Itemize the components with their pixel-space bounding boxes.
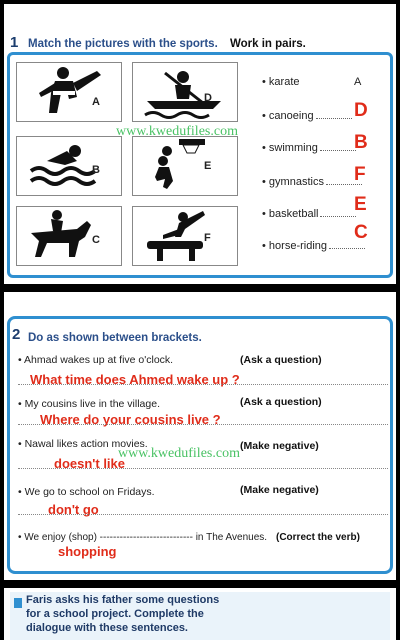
exercise-3-panel [4,588,396,640]
sport-item: • basketball [262,208,356,220]
sport-answer: F [354,164,366,185]
sport-item: • horse-riding [262,240,365,252]
hint: (Ask a question) [240,396,322,408]
picture-d [132,62,238,122]
answer: Where do your cousins live ? [40,412,221,427]
swimming-icon [17,137,121,195]
exercise-number: 2 [12,326,21,343]
exercise-number: 1 [10,34,19,51]
sport-name: gymnastics [268,176,324,188]
sport-name: horse-riding [268,240,328,252]
instruction-line: dialogue with these sentences. [26,622,188,634]
watermark: www.kwedufiles.com [116,124,238,139]
answer: shopping [58,544,117,559]
picture-b [16,136,122,196]
picture-label: E [204,160,212,172]
hint: (Ask a question) [240,354,322,366]
watermark: www.kwedufiles.com [118,446,240,461]
horse-riding-icon [17,207,121,265]
sport-name: swimming [268,142,318,154]
canoeing-icon [133,63,237,121]
answer: don't go [48,502,99,517]
sport-answer: B [354,132,368,153]
sport-name: basketball [268,208,319,220]
sentence: • My cousins live in the village. [18,398,160,410]
answer-line [18,468,388,469]
picture-a [16,62,122,122]
answer: What time does Ahmed wake up ? [30,372,240,387]
picture-label: B [92,164,100,176]
picture-label: C [92,234,100,246]
exercise-heading: Do as shown between brackets. [28,332,202,344]
answer-line [18,424,388,425]
exercise-subheading: Work in pairs. [230,38,306,50]
picture-c [16,206,122,266]
picture-f [132,206,238,266]
sport-item: • karate [262,76,300,88]
hint: (Make negative) [240,484,319,496]
answer-line [18,514,388,515]
answer: doesn't like [54,456,125,471]
basketball-icon [133,137,237,195]
bullet-marker [14,598,22,608]
hint: (Correct the verb) [276,532,360,543]
sentence: • We enjoy (shop) ---------------------------- in The Avenues. [18,532,268,543]
sentence: • Nawal likes action movies. [18,438,148,450]
sentence: • Ahmad wakes up at five o'clock. [18,354,174,366]
sport-answer: E [354,194,367,215]
sport-name: karate [268,76,300,88]
sport-answer: C [354,222,368,243]
sport-name: canoeing [268,110,314,122]
sentence: • We go to school on Fridays. [18,486,155,498]
exercise-1-panel [4,4,396,284]
picture-label: A [92,96,100,108]
picture-label: F [204,232,211,244]
picture-label: D [204,92,212,104]
instruction-line: for a school project. Complete the [26,608,204,620]
answer-line [18,384,388,385]
sport-answer: D [354,100,368,121]
picture-e [132,136,238,196]
gymnastics-icon [133,207,237,265]
sport-item: • gymnastics [262,176,362,188]
sport-answer: A [354,76,362,88]
hint: (Make negative) [240,440,319,452]
sport-item: • swimming [262,142,356,154]
instruction-line: Faris asks his father some questions [26,594,220,606]
karate-icon [17,63,121,121]
exercise-2-panel [4,292,396,580]
exercise-heading: Match the pictures with the sports. [28,38,218,50]
sport-item: • canoeing [262,110,352,122]
